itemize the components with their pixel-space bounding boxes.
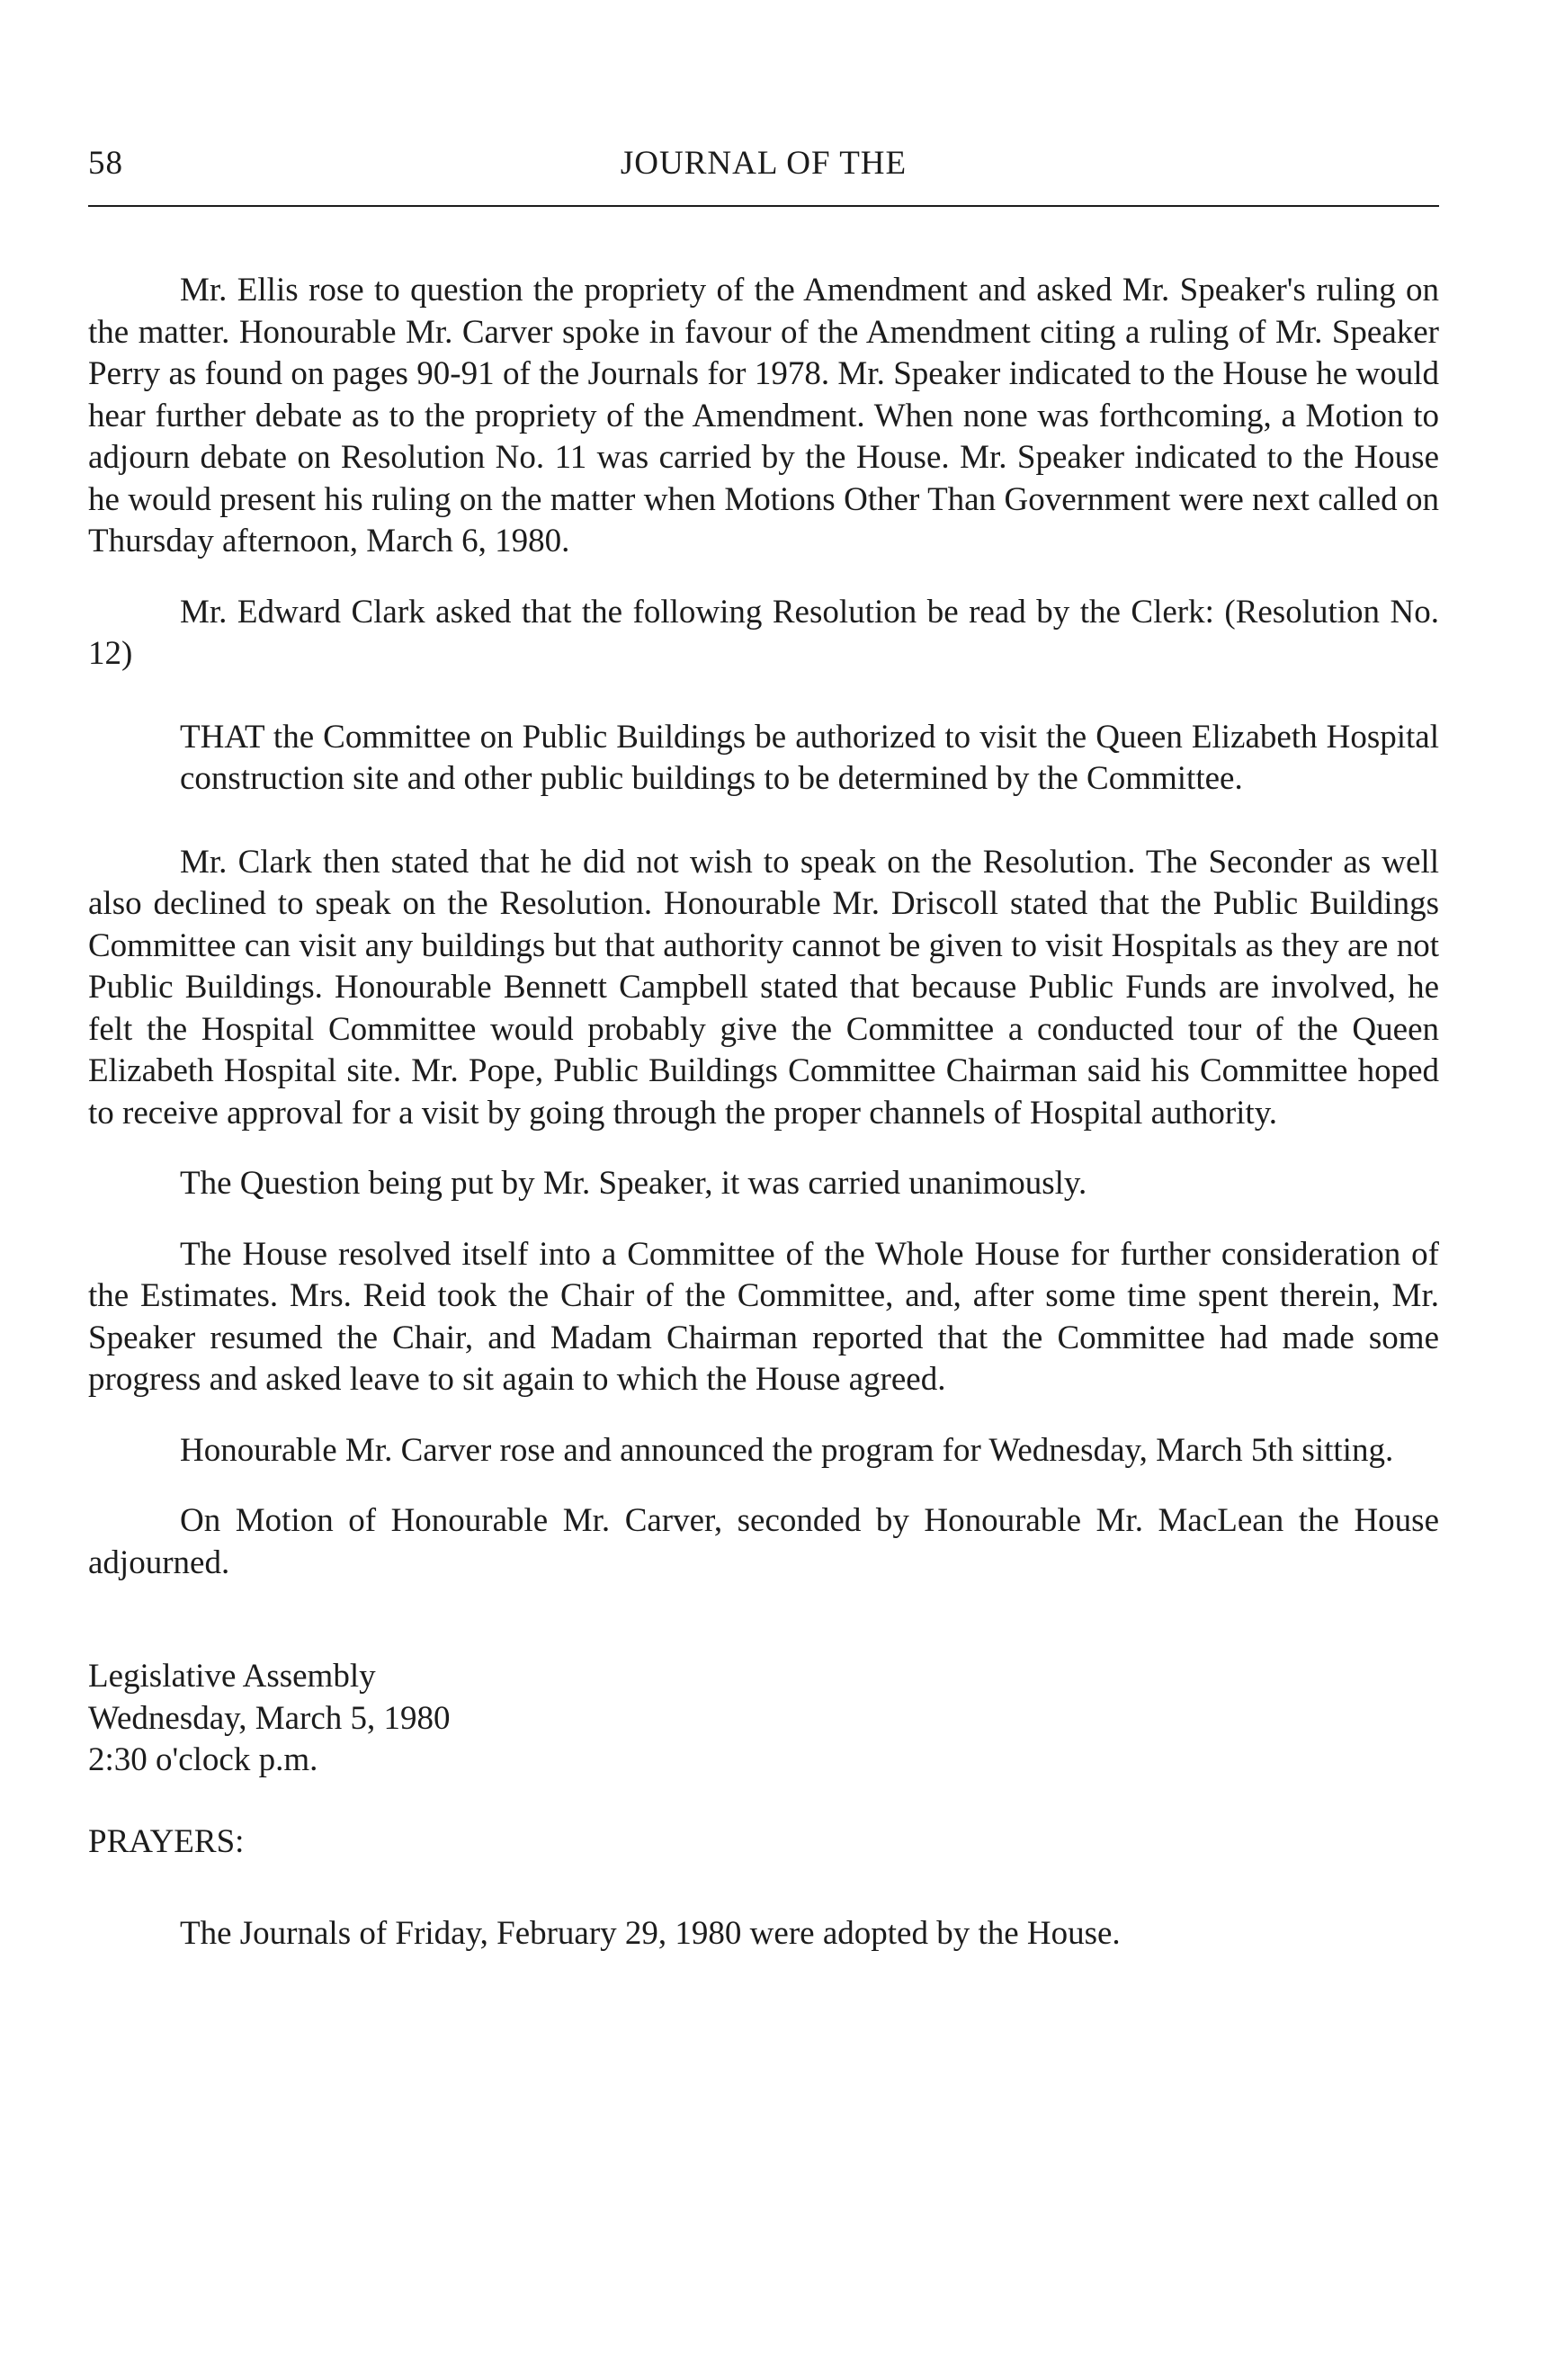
prayers-heading: PRAYERS: bbox=[88, 1822, 245, 1860]
dateline-date: Wednesday, March 5, 1980 bbox=[88, 1699, 451, 1737]
paragraph-amendment-propriety: Mr. Ellis rose to question the propriety of the Amendment and asked Mr. Speaker's ruling on the matter. Honourable Mr. Carver spoke in favour of the Amendment citing a ruling of Mr. Speaker Perry as found on pages 90-91 of the Journals for 1978. Mr. Speaker indicated to the House he would hear further debate as to the propriety of the Amendment. When none was forthcoming, a Motion to adjourn debate on Resolution No. 11 was carried by the House. Mr. Speaker indicated to the House he would present his ruling on the matter when Motions Other Than Government were next called on Thursday afternoon, March 6, 1980. bbox=[88, 272, 1439, 559]
paragraph-resolution-request: Mr. Edward Clark asked that the following Resolution be read by the Clerk: (Resolution No. 12) bbox=[88, 593, 1439, 672]
dateline-time: 2:30 o'clock p.m. bbox=[88, 1741, 318, 1778]
sitting-dateline bbox=[88, 1656, 1439, 1782]
journal-body bbox=[88, 270, 1439, 1955]
page-number: 58 bbox=[88, 145, 123, 182]
paragraph-adjournment: On Motion of Honourable Mr. Carver, seconded by Honourable Mr. MacLean the House adjourned. bbox=[88, 1502, 1439, 1581]
resolution-text: THAT the Committee on Public Buildings be authorized to visit the Queen Elizabeth Hospital construction site and other public buildings to be determined by the Committee. bbox=[180, 718, 1439, 797]
paragraph-journals-adopted: The Journals of Friday, February 29, 1980 were adopted by the House. bbox=[180, 1915, 1121, 1952]
paragraph-program-announcement: Honourable Mr. Carver rose and announced the program for Wednesday, March 5th sitting. bbox=[180, 1431, 1394, 1469]
paragraph-committee-whole: The House resolved itself into a Committee of the Whole House for further consideration of the Estimates. Mrs. Reid took the Chair of the Committee, and, after some time spent therein, Mr. Speaker resumed the Chair, and Madam Chairman reported that the Committee had made some progress and asked leave to sit again to which the House agreed. bbox=[88, 1235, 1439, 1398]
paragraph-resolution-debate: Mr. Clark then stated that he did not wish to speak on the Resolution. The Seconder as well also declined to speak on the Resolution. Honourable Mr. Driscoll stated that the Public Buildings Committee can visit any buildings but that authority cannot be given to visit Hospitals as they are not Public Buildings. Honourable Bennett Campbell stated that because Public Funds are involved, he felt the Hospital Committee would probably give the Committee a conducted tour of the Queen Elizabeth Hospital site. Mr. Pope, Public Buildings Committee Chairman said his Committee hoped to receive approval for a visit by going through the proper channels of Hospital authority. bbox=[88, 843, 1439, 1132]
paragraph-question-carried: The Question being put by Mr. Speaker, it was carried unanimously. bbox=[180, 1165, 1087, 1202]
header-rule bbox=[88, 205, 1439, 207]
dateline-assembly: Legislative Assembly bbox=[88, 1658, 376, 1695]
page-header bbox=[88, 144, 1439, 189]
running-title: JOURNAL OF THE bbox=[620, 145, 908, 182]
